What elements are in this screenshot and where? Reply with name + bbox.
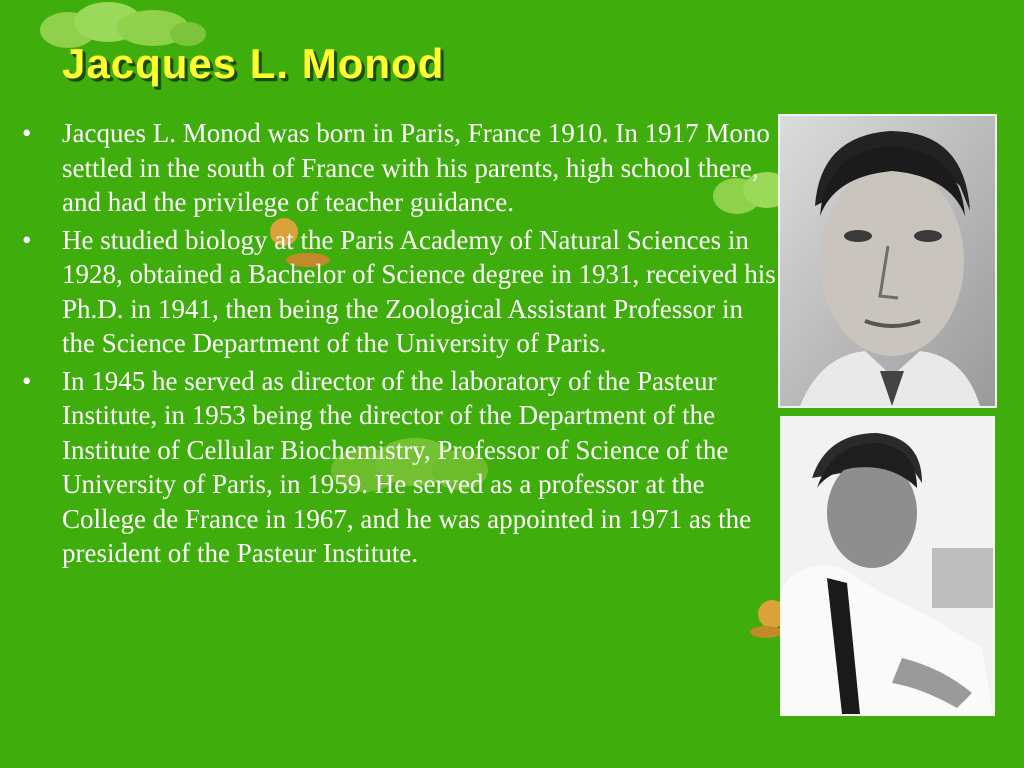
bullet-marker: • [22,365,32,396]
bullet-marker: • [22,224,32,255]
bullet-item [22,116,782,220]
bullet-item [22,364,782,571]
bullet-text: Jacques L. Monod was born in Paris, France 1910. In 1917 Mono settled in the south of France with his parents, high school there, and had the privilege of teacher guidance. [62,118,770,217]
bullet-item [22,223,782,361]
bullet-list [22,116,782,574]
bullet-text: He studied biology at the Paris Academy of Natural Sciences in 1928, obtained a Bachelor of Science degree in 1931, received his Ph.D. in 1941, then being the Zoological Assistant Professor in the Science Department of the University of Paris. [62,224,776,358]
portrait-photo-young [778,114,997,408]
slide-title: Jacques L. Monod [62,40,445,87]
bullet-text: In 1945 he served as director of the laboratory of the Pasteur Institute, in 1953 being the director of the Department of the Institute of Cellular Biochemistry, Professor of Science of the University of Paris, in 1959. He served as a professor at the College de France in 1967, and he was appointed in 1971 as the president of the Pasteur Institute. [62,365,752,568]
working-image [782,418,993,714]
portrait-image [780,116,995,406]
bullet-marker: • [22,118,32,148]
portrait-photo-working [780,416,995,716]
